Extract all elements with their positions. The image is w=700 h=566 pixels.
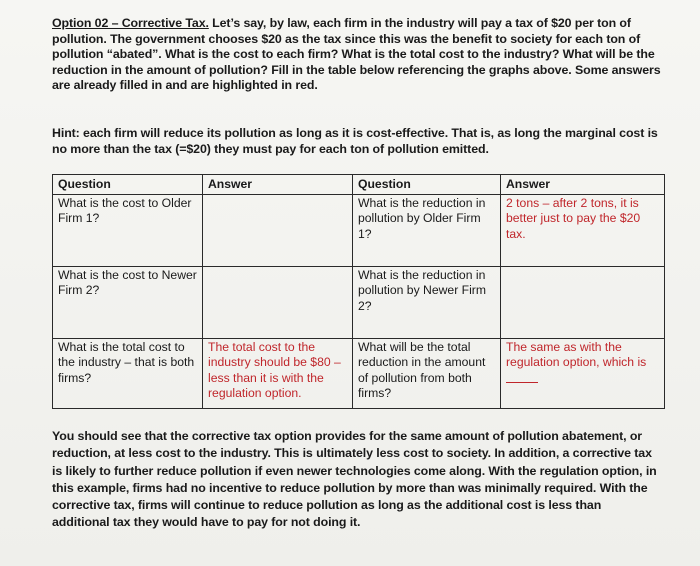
table-row bbox=[53, 194, 665, 266]
intro-paragraph bbox=[52, 16, 662, 94]
question-cell: What is the cost to Older Firm 1? bbox=[53, 194, 203, 266]
question-cell: What is the cost to Newer Firm 2? bbox=[53, 266, 203, 338]
question-cell: What is the reduction in pollution by Newer Firm 2? bbox=[353, 266, 501, 338]
answer-cell bbox=[501, 338, 665, 408]
intro-text: Let’s say, by law, each firm in the industry will pay a tax of $20 per ton of pollution. The government chooses $20 as the tax since this was the benefit to society for each ton of pollution “abated”. What is the cost to each firm? What is the total cost to the industry? What will be the reduction in the amount of pollution? Fill in the table below referencing the graphs above. Some answers are already filled in and are highlighted in red. bbox=[52, 16, 661, 92]
question-cell: What is the total cost to the industry – that is both firms? bbox=[53, 338, 203, 408]
answer-cell[interactable] bbox=[203, 194, 353, 266]
conclusion-paragraph: You should see that the corrective tax option provides for the same amount of pollution abatement, or reduction, at less cost to the industry. This is ultimately less cost to society. In addition, a corrective tax is likely to further reduce pollution if even newer technologies come along. With the regulation option, in this example, firms had no incentive to reduce pollution by more than was minimally required. With the corrective tax, firms will continue to reduce pollution as long as the additional cost is less than additional tax they would have to pay for not doing it. bbox=[52, 429, 657, 530]
hint-paragraph: Hint: each firm will reduce its pollution as long as it is cost-effective. That is, as long the marginal cost is no more than the tax (=$20) they must pay for each ton of pollution emitted. bbox=[52, 126, 658, 156]
question-cell: What is the reduction in pollution by Older Firm 1? bbox=[353, 194, 501, 266]
question-answer-table bbox=[52, 174, 665, 409]
answer-cell: 2 tons – after 2 tons, it is better just to pay the $20 tax. bbox=[501, 194, 665, 266]
option-title: Option 02 – Corrective Tax. bbox=[52, 16, 209, 30]
answer-cell[interactable] bbox=[203, 266, 353, 338]
header-answer-2: Answer bbox=[501, 175, 665, 195]
header-question-2: Question bbox=[353, 175, 501, 195]
answer-cell: The total cost to the industry should be $80 – less than it is with the regulation option. bbox=[203, 338, 353, 408]
question-cell: What will be the total reduction in the amount of pollution from both firms? bbox=[353, 338, 501, 408]
table-row bbox=[53, 338, 665, 408]
answer-cell[interactable] bbox=[501, 266, 665, 338]
table-header-row bbox=[53, 175, 665, 195]
header-question-1: Question bbox=[53, 175, 203, 195]
answer-text: The same as with the regulation option, which is bbox=[506, 339, 647, 369]
table-row bbox=[53, 266, 665, 338]
header-answer-1: Answer bbox=[203, 175, 353, 195]
fill-in-blank[interactable] bbox=[506, 371, 538, 383]
